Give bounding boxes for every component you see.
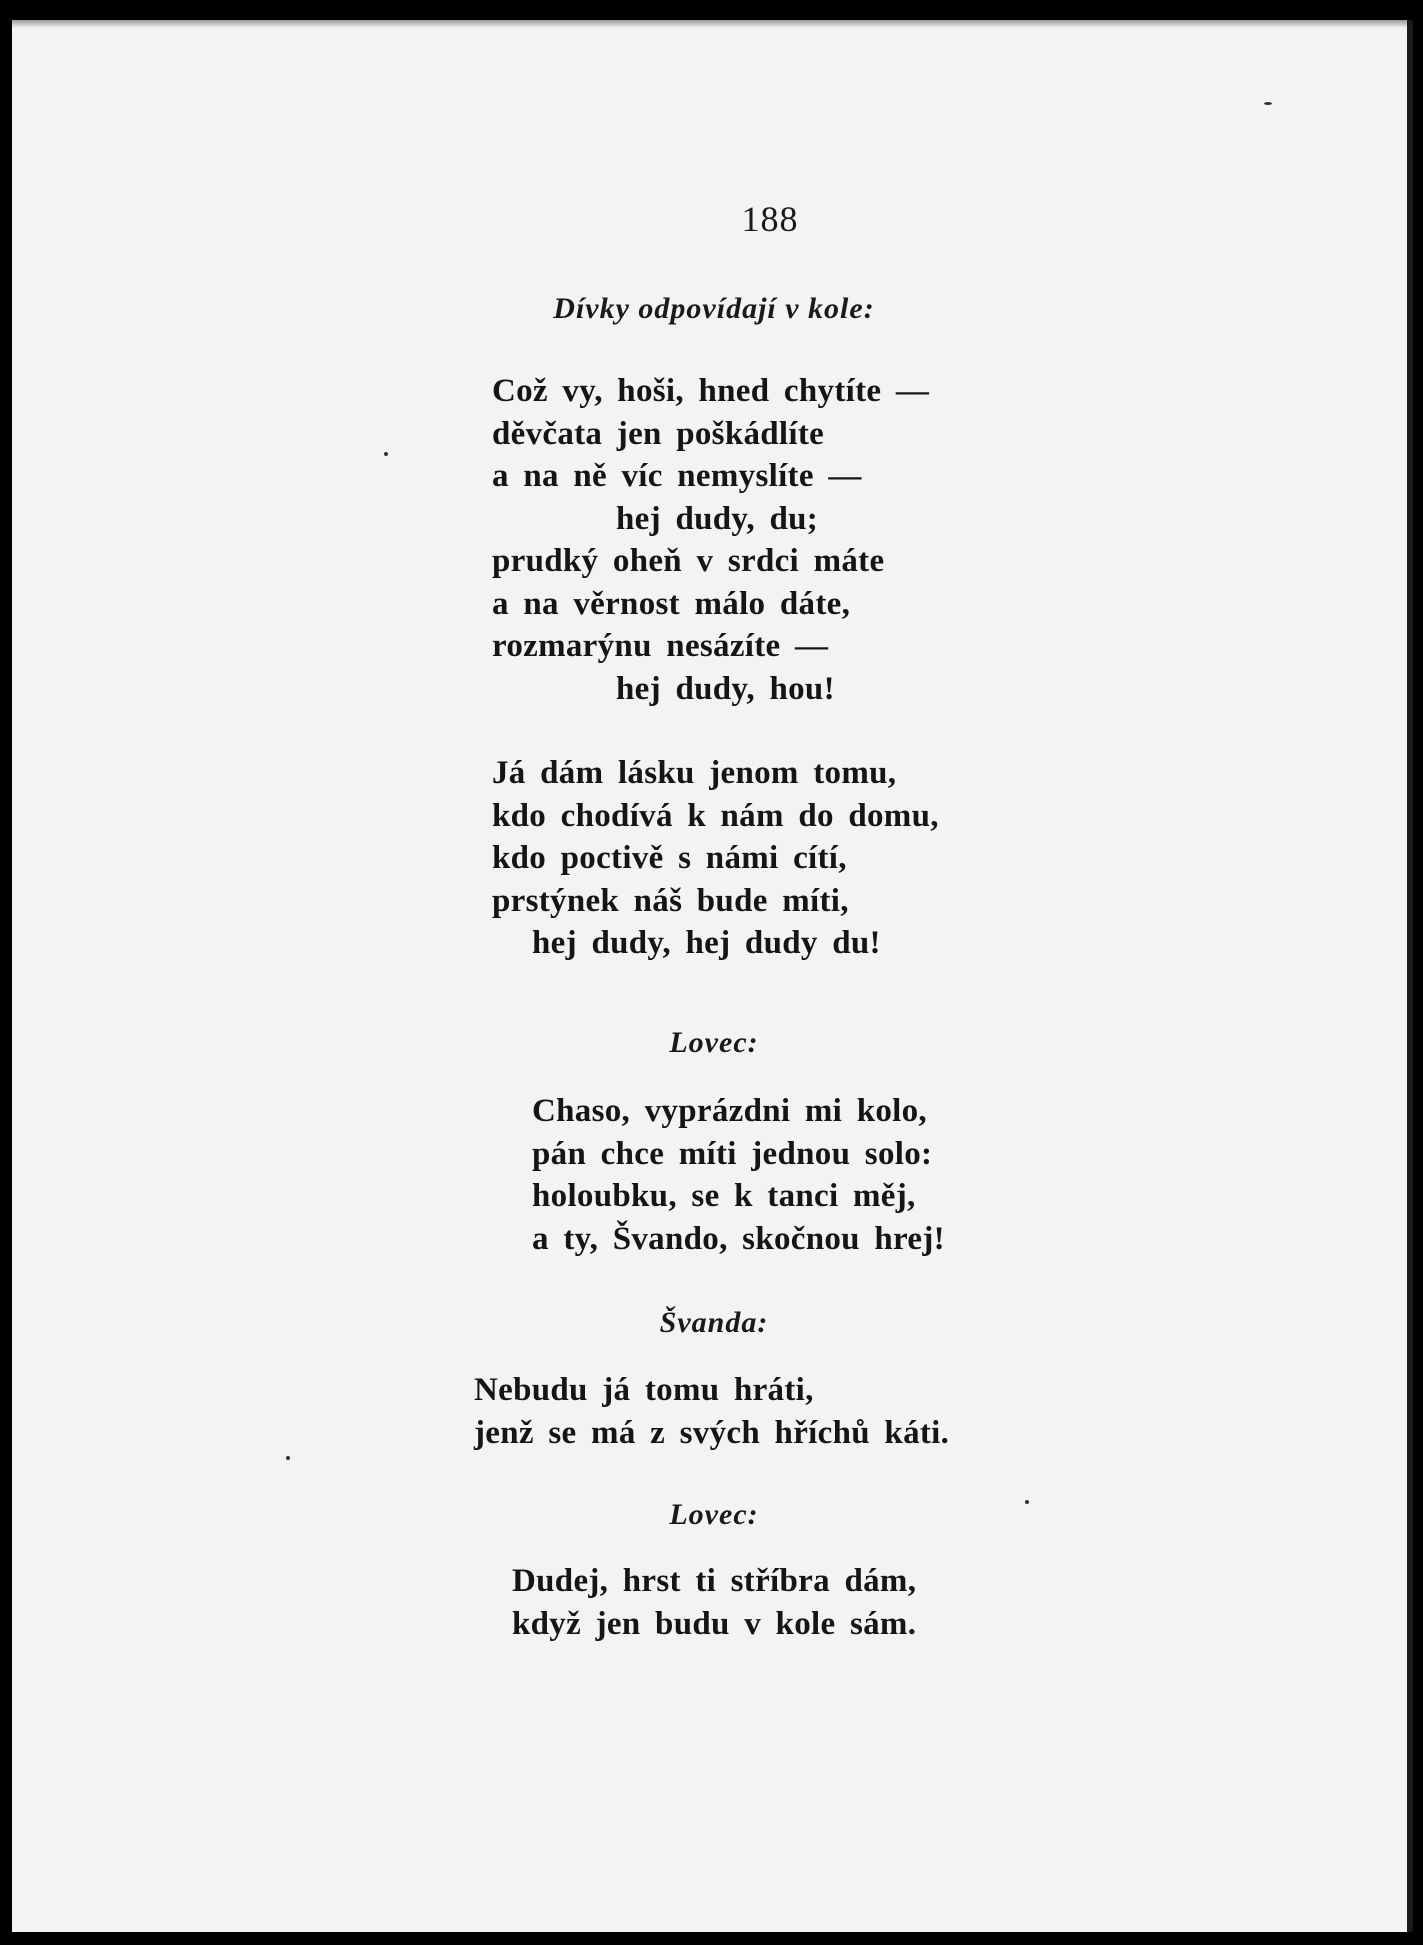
scan-speck — [1264, 102, 1272, 105]
verse-line: Já dám lásku jenom tomu, — [492, 755, 897, 791]
verse-line: když jen budu v kole sám. — [512, 1605, 917, 1642]
verse-line: hej dudy, hou! — [616, 670, 835, 707]
verse-line: děvčata jen poškádlíte — [492, 415, 825, 452]
stanza — [474, 1369, 949, 1454]
section-heading: Dívky odpovídají v kole: — [553, 292, 875, 325]
verse-line: hej dudy, hej dudy du! — [532, 925, 881, 961]
scan-speck — [286, 1456, 290, 1460]
verse-line: kdo chodívá k nám do domu, — [492, 797, 939, 834]
page-number: 188 — [741, 199, 799, 239]
verse-line: Chaso, vyprázdni mi kolo, — [532, 1093, 927, 1129]
verse-line: hej dudy, du; — [616, 500, 819, 537]
verse-line: Což vy, hoši, hned chytíte — — [492, 373, 930, 409]
scan-speck — [384, 452, 388, 456]
stanza — [492, 370, 929, 710]
verse-line: Nebudu já tomu hráti, — [474, 1372, 814, 1408]
stanza — [512, 1560, 916, 1645]
scan-edge-shadow — [12, 20, 1407, 28]
verse-line: a ty, Švando, skočnou hrej! — [532, 1220, 945, 1257]
speaker-heading: Lovec: — [669, 1026, 759, 1059]
verse-line: a na věrnost málo dáte, — [492, 585, 851, 622]
stanza — [532, 1090, 945, 1260]
verse-line: prudký oheň v srdci máte — [492, 543, 885, 579]
speaker-heading: Lovec: — [669, 1498, 759, 1531]
verse-line: Dudej, hrst ti stříbra dám, — [512, 1563, 917, 1599]
verse-line: jenž se má z svých hříchů káti. — [474, 1414, 950, 1451]
verse-line: pán chce míti jednou solo: — [532, 1135, 933, 1172]
speaker-heading: Švanda: — [659, 1306, 769, 1339]
verse-line: rozmarýnu nesázíte — — [492, 628, 829, 664]
verse-line: holoubku, se k tanci měj, — [532, 1178, 916, 1214]
verse-line: a na ně víc nemyslíte — — [492, 458, 862, 494]
scan-speck — [1025, 1500, 1029, 1504]
book-page — [12, 20, 1413, 1932]
verse-line: kdo poctivě s námi cítí, — [492, 840, 847, 876]
stanza — [492, 752, 939, 965]
verse-line: prstýnek náš bude míti, — [492, 882, 849, 919]
